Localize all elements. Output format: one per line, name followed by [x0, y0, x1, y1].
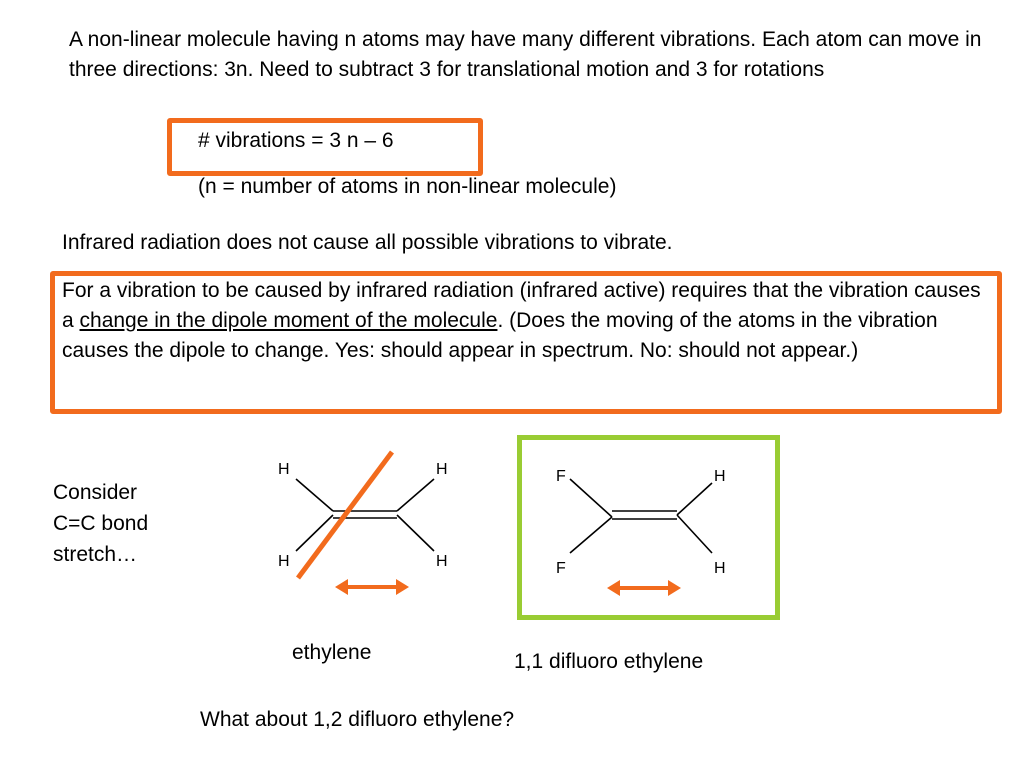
df-atom-lower-right: H [714, 560, 726, 577]
stretch-arrow-right-head [396, 579, 409, 595]
ir-active-rule [62, 276, 992, 366]
df-atom-upper-right: H [714, 468, 726, 485]
df-stretch-arrow-left-head [607, 580, 620, 596]
n-definition-note: (n = number of atoms in non-linear molecule) [198, 175, 617, 198]
intro-paragraph: A non-linear molecule having n atoms may have many different vibrations. Each atom can move in three directions: 3n. Need to subtract 3 for translational motion and 3 for rotations [69, 28, 982, 81]
closing-question: What about 1,2 difluoro ethylene? [200, 708, 515, 731]
ethylene-structure [260, 445, 480, 605]
strike-through-mark [298, 452, 392, 578]
ethylene-atom-lower-right: H [436, 553, 448, 570]
rule-text-before: For a vibration to be caused by infrared radiation (infrared active) requires that the vibration causes a [62, 279, 981, 332]
ethylene-bond-ch-lower-left [296, 515, 333, 551]
df-bond-cf-lower [570, 517, 612, 553]
rule-text-after: . (Does the moving of the atoms in the vibration causes the dipole to change. Yes: should appear in spectrum. No: should not appear.) [62, 309, 938, 362]
consider-line-3: stretch… [53, 543, 138, 566]
df-bond-cf-upper [570, 479, 612, 517]
vibration-formula: # vibrations = 3 n – 6 [198, 129, 394, 152]
difluoroethylene-structure [540, 455, 740, 605]
rule-text-underlined: change in the dipole moment of the molecule [79, 309, 498, 332]
df-atom-lower-left: F [556, 560, 566, 577]
ir-statement: Infrared radiation does not cause all possible vibrations to vibrate. [62, 231, 673, 254]
ethylene-atom-lower-left: H [278, 553, 290, 570]
df-stretch-arrow-right-head [668, 580, 681, 596]
ethylene-bond-ch-lower-right [397, 515, 434, 551]
ethylene-label: ethylene [292, 641, 372, 664]
ethylene-atom-upper-right: H [436, 461, 448, 478]
ethylene-bond-ch-upper-right [397, 479, 434, 511]
df-atom-upper-left: F [556, 468, 566, 485]
ethylene-bond-ch-upper-left [296, 479, 333, 511]
consider-note [53, 477, 193, 570]
consider-line-1: Consider [53, 481, 138, 504]
df-bond-ch-upper [677, 483, 712, 515]
difluoroethylene-label: 1,1 difluoro ethylene [514, 650, 704, 673]
ethylene-atom-upper-left: H [278, 461, 290, 478]
consider-line-2: C=C bond [53, 512, 149, 535]
stretch-arrow-left-head [335, 579, 348, 595]
df-bond-ch-lower [677, 515, 712, 553]
